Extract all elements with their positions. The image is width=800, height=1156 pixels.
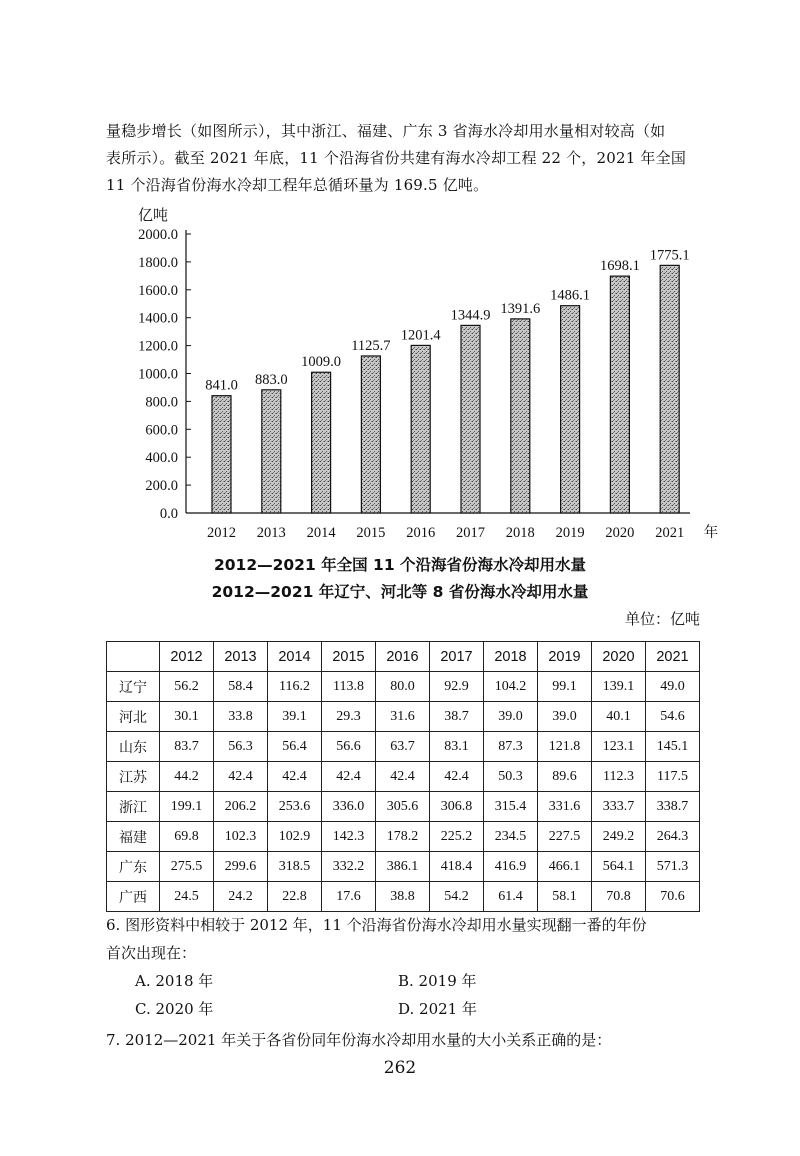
- table-cell: 206.2: [214, 792, 268, 822]
- table-cell: 113.8: [322, 672, 376, 702]
- y-tick-label: 1200.0: [138, 338, 178, 355]
- table-row: [107, 732, 700, 762]
- table-cell: 142.3: [322, 822, 376, 852]
- x-tick-label: 2018: [505, 525, 535, 541]
- bar-2012: [212, 396, 231, 513]
- table-header-row: [107, 642, 700, 672]
- table-cell: 333.7: [592, 792, 646, 822]
- x-axis-unit: 年: [703, 525, 719, 541]
- table-cell: 306.8: [430, 792, 484, 822]
- row-province: 广东: [107, 852, 160, 882]
- header-year-2021: 2021: [646, 642, 700, 672]
- table-cell: 38.8: [376, 882, 430, 912]
- bar-chart: [100, 205, 719, 550]
- table-cell: 305.6: [376, 792, 430, 822]
- y-axis-label: 亿吨: [138, 206, 169, 224]
- y-tick-label: 1800.0: [138, 254, 178, 271]
- y-tick-label: 2000.0: [138, 227, 178, 243]
- header-year-2013: 2013: [214, 642, 268, 672]
- table-row: [107, 702, 700, 732]
- question-7-line-1: 7. 2012—2021 年关于各省份同年份海水冷却用水量的大小关系正确的是：: [106, 1031, 612, 1049]
- table-cell: 99.1: [538, 672, 592, 702]
- table-cell: 29.3: [322, 702, 376, 732]
- row-province: 山东: [107, 732, 160, 762]
- table-cell: 331.6: [538, 792, 592, 822]
- header-year-2016: 2016: [376, 642, 430, 672]
- table-cell: 80.0: [376, 672, 430, 702]
- table-cell: 418.4: [430, 852, 484, 882]
- table-row: [107, 792, 700, 822]
- table-cell: 24.2: [214, 882, 268, 912]
- question-6-line-1: 6. 图形资料中相较于 2012 年，11 个沿海省份海水冷却用水量实现翻一番的年份: [106, 916, 647, 934]
- table-cell: 121.8: [538, 732, 592, 762]
- table-cell: 123.1: [592, 732, 646, 762]
- y-tick-label: 800.0: [145, 394, 178, 411]
- bar-value-label: 1391.6: [500, 300, 541, 317]
- table-cell: 139.1: [592, 672, 646, 702]
- table-cell: 116.2: [268, 672, 322, 702]
- table-cell: 83.7: [160, 732, 214, 762]
- intro-line-3: 11 个沿海省份海水冷却工程年总循环量为 169.5 亿吨。: [106, 176, 489, 194]
- table-cell: 249.2: [592, 822, 646, 852]
- bar-value-label: 841.0: [205, 377, 238, 394]
- bar-2019: [561, 306, 580, 513]
- option-b[interactable]: B. 2019 年: [398, 972, 477, 990]
- table-cell: 31.6: [376, 702, 430, 732]
- table-cell: 112.3: [592, 762, 646, 792]
- x-tick-label: 2019: [555, 525, 585, 541]
- header-year-2018: 2018: [484, 642, 538, 672]
- table-cell: 39.0: [538, 702, 592, 732]
- bar-2020: [610, 276, 629, 513]
- table-cell: 92.9: [430, 672, 484, 702]
- x-tick-label: 2016: [406, 525, 436, 541]
- intro-line-1: 量稳步增长（如图所示），其中浙江、福建、广东 3 省海水冷却用水量相对较高（如: [106, 122, 666, 140]
- bar-2016: [411, 345, 430, 513]
- table-cell: 61.4: [484, 882, 538, 912]
- table-cell: 253.6: [268, 792, 322, 822]
- intro-line-2: 表所示）。截至 2021 年底，11 个沿海省份共建有海水冷却工程 22 个，2021 年全国: [106, 149, 687, 167]
- table-cell: 117.5: [646, 762, 700, 792]
- option-d[interactable]: D. 2021 年: [398, 1000, 477, 1018]
- table-cell: 56.4: [268, 732, 322, 762]
- table-cell: 338.7: [646, 792, 700, 822]
- table-cell: 466.1: [538, 852, 592, 882]
- table-cell: 24.5: [160, 882, 214, 912]
- table-cell: 54.2: [430, 882, 484, 912]
- table-cell: 33.8: [214, 702, 268, 732]
- page-number: 262: [383, 1058, 417, 1078]
- table-cell: 42.4: [214, 762, 268, 792]
- question-6-line-2: 首次出现在：: [106, 944, 197, 962]
- table-cell: 42.4: [376, 762, 430, 792]
- x-tick-label: 2021: [655, 525, 685, 541]
- table-body: [107, 672, 700, 912]
- table-row: [107, 852, 700, 882]
- table-cell: 564.1: [592, 852, 646, 882]
- row-province: 河北: [107, 702, 160, 732]
- bar-value-label: 1125.7: [351, 337, 391, 354]
- table-cell: 416.9: [484, 852, 538, 882]
- header-year-2019: 2019: [538, 642, 592, 672]
- header-year-2015: 2015: [322, 642, 376, 672]
- chart-title: 2012—2021 年全国 11 个沿海省份海水冷却用水量: [213, 556, 587, 574]
- table-cell: 227.5: [538, 822, 592, 852]
- table-cell: 50.3: [484, 762, 538, 792]
- table-cell: 571.3: [646, 852, 700, 882]
- bar-2018: [511, 319, 530, 513]
- table-cell: 83.1: [430, 732, 484, 762]
- bar-value-label: 1009.0: [301, 354, 342, 371]
- question-7: [106, 1026, 700, 1054]
- table-cell: 102.3: [214, 822, 268, 852]
- table-cell: 38.7: [430, 702, 484, 732]
- y-tick-label: 1600.0: [138, 282, 178, 299]
- y-tick-label: 0.0: [159, 506, 178, 522]
- header-year-2014: 2014: [268, 642, 322, 672]
- table-cell: 299.6: [214, 852, 268, 882]
- bar-value-label: 1486.1: [550, 287, 591, 304]
- bar-2021: [660, 265, 679, 513]
- x-tick-label: 2012: [207, 525, 236, 541]
- table-cell: 40.1: [592, 702, 646, 732]
- table-cell: 39.0: [484, 702, 538, 732]
- table-cell: 332.2: [322, 852, 376, 882]
- table-cell: 42.4: [322, 762, 376, 792]
- y-tick-label: 200.0: [145, 478, 178, 495]
- table-cell: 58.4: [214, 672, 268, 702]
- table-cell: 39.1: [268, 702, 322, 732]
- x-tick-label: 2014: [306, 525, 336, 541]
- row-province: 福建: [107, 822, 160, 852]
- row-province: 浙江: [107, 792, 160, 822]
- table-cell: 54.6: [646, 702, 700, 732]
- table-cell: 44.2: [160, 762, 214, 792]
- table-cell: 30.1: [160, 702, 214, 732]
- header-blank-cell: [107, 642, 160, 672]
- y-tick-label: 1000.0: [138, 366, 178, 383]
- table-cell: 89.6: [538, 762, 592, 792]
- table-cell: 234.5: [484, 822, 538, 852]
- bar-value-label: 1201.4: [400, 327, 441, 344]
- option-a[interactable]: A. 2018 年: [135, 972, 214, 990]
- table-cell: 336.0: [322, 792, 376, 822]
- row-province: 江苏: [107, 762, 160, 792]
- table-cell: 315.4: [484, 792, 538, 822]
- table-cell: 69.8: [160, 822, 214, 852]
- table-cell: 17.6: [322, 882, 376, 912]
- table-cell: 42.4: [430, 762, 484, 792]
- table-cell: 199.1: [160, 792, 214, 822]
- table-cell: 225.2: [430, 822, 484, 852]
- x-tick-label: 2013: [256, 525, 286, 541]
- table-cell: 22.8: [268, 882, 322, 912]
- table-cell: 63.7: [376, 732, 430, 762]
- table-unit: 单位：亿吨: [624, 610, 700, 628]
- table-cell: 318.5: [268, 852, 322, 882]
- table-row: [107, 762, 700, 792]
- table-row: [107, 882, 700, 912]
- table-cell: 56.2: [160, 672, 214, 702]
- table-cell: 49.0: [646, 672, 700, 702]
- bar-value-label: 1344.9: [450, 307, 491, 324]
- row-province: 广西: [107, 882, 160, 912]
- table-row: [107, 672, 700, 702]
- bar-2014: [312, 372, 331, 513]
- header-year-2017: 2017: [430, 642, 484, 672]
- table-cell: 145.1: [646, 732, 700, 762]
- table-cell: 102.9: [268, 822, 322, 852]
- header-year-2012: 2012: [160, 642, 214, 672]
- table-row: [107, 822, 700, 852]
- x-tick-label: 2020: [605, 525, 635, 541]
- table-title: 2012—2021 年辽宁、河北等 8 省份海水冷却用水量: [211, 583, 589, 601]
- bar-value-label: 1775.1: [649, 247, 690, 264]
- bar-value-label: 1698.1: [599, 258, 640, 275]
- y-tick-label: 400.0: [145, 450, 178, 467]
- y-tick-label: 1400.0: [138, 310, 178, 327]
- x-axis-labels: [207, 523, 718, 541]
- table-cell: 178.2: [376, 822, 430, 852]
- bar-2013: [262, 390, 281, 513]
- table-cell: 275.5: [160, 852, 214, 882]
- bars-group: [205, 247, 689, 513]
- bar-value-label: 883.0: [254, 371, 288, 388]
- table-cell: 87.3: [484, 732, 538, 762]
- table-cell: 70.8: [592, 882, 646, 912]
- table-cell: 42.4: [268, 762, 322, 792]
- table-cell: 58.1: [538, 882, 592, 912]
- y-tick-label: 600.0: [145, 422, 178, 439]
- table-cell: 386.1: [376, 852, 430, 882]
- table-cell: 70.6: [646, 882, 700, 912]
- option-c[interactable]: C. 2020 年: [135, 1000, 214, 1018]
- table-cell: 264.3: [646, 822, 700, 852]
- water-usage-table: [106, 641, 700, 912]
- intro-paragraph: [106, 118, 700, 199]
- table-cell: 56.6: [322, 732, 376, 762]
- bar-2015: [361, 356, 380, 513]
- table-cell: 104.2: [484, 672, 538, 702]
- header-year-2020: 2020: [592, 642, 646, 672]
- question-6: [106, 911, 700, 967]
- x-tick-label: 2017: [456, 525, 485, 541]
- row-province: 辽宁: [107, 672, 160, 702]
- table-cell: 56.3: [214, 732, 268, 762]
- x-tick-label: 2015: [356, 525, 386, 541]
- bar-2017: [461, 325, 480, 513]
